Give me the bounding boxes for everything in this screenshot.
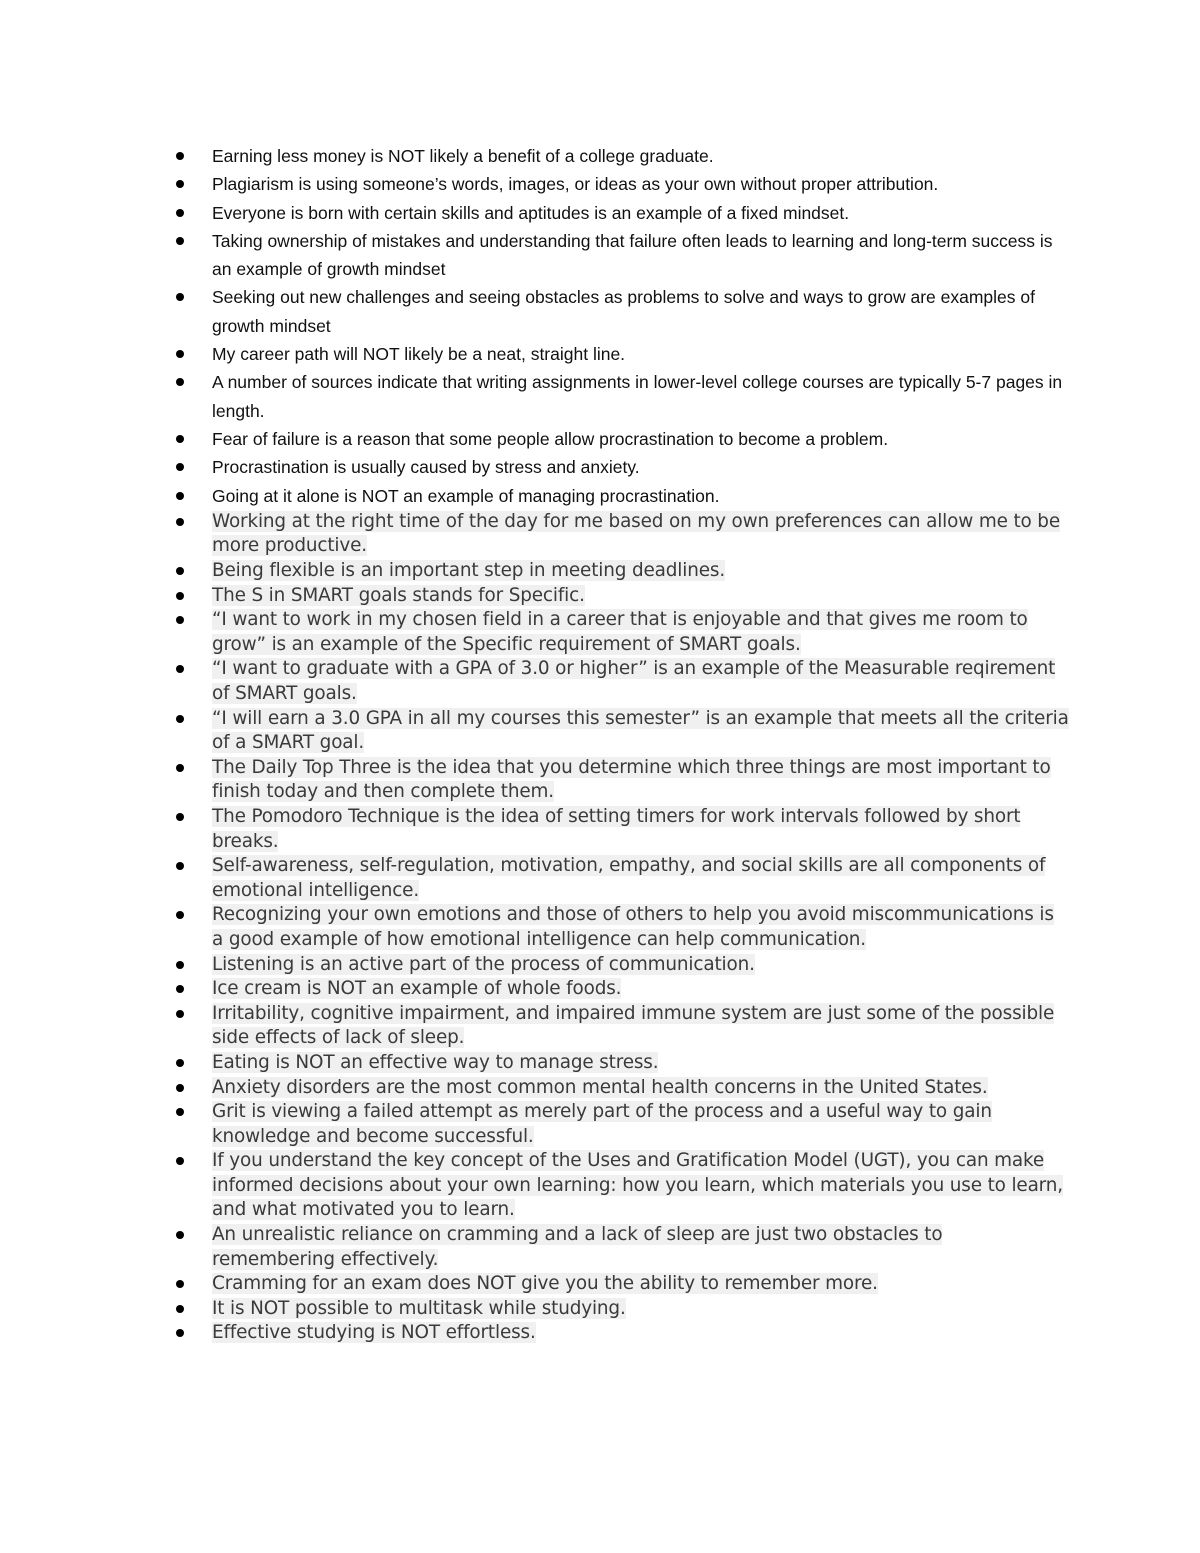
- list-item: [170, 559, 1070, 584]
- list-item: [170, 854, 1070, 903]
- list-item: [170, 425, 1070, 453]
- list-item: [170, 482, 1070, 510]
- bullet-group-highlighted: [170, 510, 1070, 1346]
- list-item-text: “I want to graduate with a GPA of 3.0 or higher” is an example of the Measurable reqirement of SMART goals.: [212, 658, 1056, 705]
- list-item: [170, 1051, 1070, 1076]
- list-item: [170, 170, 1070, 198]
- list-item-text: It is NOT possible to multitask while studying.: [212, 1297, 626, 1319]
- list-item: [170, 227, 1070, 284]
- list-item-text: Recognizing your own emotions and those of others to help you avoid miscommunications is a good example of how emotional intelligence can help communication.: [212, 904, 1054, 950]
- bullet-icon: [176, 616, 184, 624]
- list-item-text: “I want to work in my chosen field in a career that is enjoyable and that gives me room to grow” is an example of the Specific requirement of SMART goals.: [212, 609, 1028, 655]
- bullet-icon: [176, 492, 184, 500]
- list-item-text: Everyone is born with certain skills and aptitudes is an example of a fixed mindset.: [212, 202, 850, 223]
- bullet-icon: [176, 152, 184, 160]
- list-item: [170, 142, 1070, 170]
- bullet-icon: [176, 961, 184, 969]
- bullet-icon: [176, 862, 184, 870]
- list-item: [170, 199, 1070, 227]
- bullet-icon: [176, 180, 184, 188]
- list-item: [170, 903, 1070, 952]
- bullet-icon: [176, 435, 184, 443]
- list-item: [170, 1321, 1070, 1346]
- list-item: [170, 1223, 1070, 1272]
- bullet-icon: [176, 1329, 184, 1337]
- list-item-text: Earning less money is NOT likely a benefit of a college graduate.: [212, 146, 714, 166]
- bullet-icon: [176, 1280, 184, 1288]
- list-item-text: Grit is viewing a failed attempt as merely part of the process and a useful way to gain knowledge and become successful.: [212, 1101, 992, 1147]
- list-item-text: Fear of failure is a reason that some people allow procrastination to become a problem.: [212, 428, 889, 449]
- bullet-icon: [176, 813, 184, 821]
- list-item-text: Plagiarism is using someone’s words, images, or ideas as your own without proper attribution.: [212, 174, 939, 195]
- bullet-icon: [176, 1157, 184, 1165]
- list-item-text: Ice cream is NOT an example of whole foods.: [212, 978, 622, 1000]
- bullet-icon: [176, 665, 184, 673]
- bullet-icon: [176, 1084, 184, 1092]
- list-item: [170, 510, 1070, 559]
- bullet-icon: [176, 1108, 184, 1116]
- list-item-text: Being flexible is an important step in meeting deadlines.: [212, 560, 726, 582]
- list-item-text: An unrealistic reliance on cramming and a lack of sleep are just two obstacles to remembering effectively.: [212, 1224, 943, 1270]
- list-item: [170, 584, 1070, 609]
- bullet-list: [170, 142, 1070, 1346]
- list-item: [170, 657, 1070, 706]
- list-item-text: Listening is an active part of the process of communication.: [212, 953, 755, 975]
- list-item-text: Seeking out new challenges and seeing obstacles as problems to solve and ways to grow are examples of growth mindset: [212, 287, 1035, 336]
- bullet-icon: [176, 592, 184, 600]
- list-item-text: Effective studying is NOT effortless.: [212, 1322, 536, 1344]
- list-item: [170, 368, 1070, 425]
- list-item-text: Going at it alone is NOT an example of managing procrastination.: [212, 485, 720, 506]
- list-item: [170, 1297, 1070, 1322]
- list-item-text: Irritability, cognitive impairment, and impaired immune system are just some of the possible side effects of lack of sleep.: [212, 1002, 1055, 1049]
- bullet-icon: [176, 350, 184, 358]
- bullet-icon: [176, 378, 184, 386]
- list-item-text: Eating is NOT an effective way to manage stress.: [212, 1051, 659, 1073]
- list-item-text: The Pomodoro Technique is the idea of setting timers for work intervals followed by short breaks.: [212, 805, 1021, 852]
- list-item-text: Anxiety disorders are the most common mental health concerns in the United States.: [212, 1076, 988, 1098]
- list-item: [170, 977, 1070, 1002]
- list-item-text: Procrastination is usually caused by stress and anxiety.: [212, 457, 640, 478]
- list-item: [170, 283, 1070, 340]
- list-item-text: Cramming for an exam does NOT give you the ability to remember more.: [212, 1273, 878, 1295]
- list-item-text: The S in SMART goals stands for Specific.: [212, 584, 585, 606]
- list-item-text: “I will earn a 3.0 GPA in all my courses this semester” is an example that meets all the criteria of a SMART goal.: [212, 707, 1069, 754]
- list-item: [170, 1272, 1070, 1297]
- bullet-icon: [176, 1231, 184, 1239]
- list-item-text: Self-awareness, self-regulation, motivation, empathy, and social skills are all components of emotional intelligence.: [212, 855, 1046, 901]
- list-item: [170, 707, 1070, 756]
- list-item: [170, 805, 1070, 854]
- bullet-icon: [176, 1059, 184, 1067]
- bullet-icon: [176, 985, 184, 993]
- bullet-group-calibri: [170, 142, 1070, 510]
- list-item: [170, 340, 1070, 368]
- list-item: [170, 1149, 1070, 1223]
- list-item: [170, 1002, 1070, 1051]
- list-item: [170, 608, 1070, 657]
- list-item-text: The Daily Top Three is the idea that you determine which three things are most important to finish today and then complete them.: [212, 756, 1051, 803]
- bullet-icon: [176, 911, 184, 919]
- list-item-text: A number of sources indicate that writing assignments in lower-level college courses are typically 5-7 pages in length.: [212, 372, 1063, 421]
- list-item: [170, 1100, 1070, 1149]
- list-item: [170, 953, 1070, 978]
- list-item: [170, 453, 1070, 481]
- bullet-icon: [176, 567, 184, 575]
- bullet-icon: [176, 1010, 184, 1018]
- list-item-text: Taking ownership of mistakes and understanding that failure often leads to learning and long-term success is an example of growth mindset: [212, 230, 1053, 280]
- list-item-text: My career path will NOT likely be a neat, straight line.: [212, 344, 626, 365]
- list-item: [170, 756, 1070, 805]
- bullet-icon: [176, 293, 184, 301]
- list-item-text: Working at the right time of the day for me based on my own preferences can allow me to be more productive.: [212, 510, 1060, 557]
- bullet-icon: [176, 715, 184, 723]
- bullet-icon: [176, 237, 184, 245]
- bullet-icon: [176, 764, 184, 772]
- bullet-icon: [176, 1305, 184, 1313]
- bullet-icon: [176, 463, 184, 471]
- bullet-icon: [176, 518, 184, 526]
- bullet-icon: [176, 209, 184, 217]
- list-item: [170, 1076, 1070, 1101]
- list-item-text: If you understand the key concept of the Uses and Gratification Model (UGT), you can make informed decisions about your own learning: how you learn, which materials you use to learn, and what motivated you to learn.: [212, 1150, 1063, 1221]
